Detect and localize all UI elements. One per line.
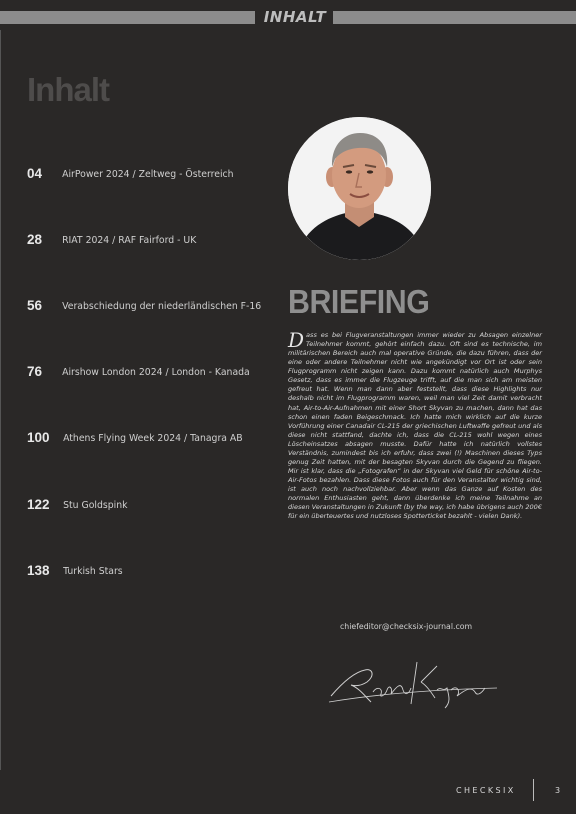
toc-item[interactable] xyxy=(27,560,123,580)
toc-page-number: 122 xyxy=(27,497,50,512)
toc-page-number: 76 xyxy=(27,364,43,379)
toc-item[interactable] xyxy=(27,163,234,183)
page-number: 3 xyxy=(555,786,561,795)
briefing-title: BRIEFING xyxy=(288,283,430,320)
toc-title: Airshow London 2024 / London - Kanada xyxy=(62,367,250,378)
editor-email-link[interactable]: chiefeditor@checksix-journal.com xyxy=(340,622,473,631)
toc-page-number: 138 xyxy=(27,563,50,578)
toc-page-number: 28 xyxy=(27,232,43,247)
toc-item[interactable] xyxy=(27,494,127,514)
toc-page-number: 04 xyxy=(27,166,43,181)
portrait-illustration xyxy=(288,117,431,260)
toc-item[interactable] xyxy=(27,361,250,381)
toc-page-number: 56 xyxy=(27,298,43,313)
toc-title: Athens Flying Week 2024 / Tanagra AB xyxy=(63,433,243,444)
toc-title: RIAT 2024 / RAF Fairford - UK xyxy=(62,235,197,246)
toc-page-number: 100 xyxy=(27,430,50,445)
toc-title: Stu Goldspink xyxy=(63,500,128,511)
header-title: INHALT xyxy=(263,8,327,26)
footer-divider xyxy=(533,779,534,801)
editor-signature xyxy=(325,652,500,712)
header-band xyxy=(0,8,576,26)
signature-text: Robert Kysela xyxy=(325,710,333,711)
editorial-body: ass es bei Flugveranstaltungen immer wieder zu Absagen einzelner Teilnehmer kommt, gehört einfach dazu. Oft sind es technische, im militärischen Bereich auch mal operative Gründe, die dazu führen, dass der eine oder andere Teilnehmer nicht wie angekündigt vor Ort ist oder sein Flugprogramm nicht zeigen kann. Dazu kommt natürlich auch Murphys Gesetz, dass es immer die Flugzeuge trifft, auf die man sich am meisten gefreut hat. Wenn man dann aber feststellt, dass diese Highlights nur deshalb nicht im Flugprogramm waren, weil man viel Zeit damit verbracht hat, Air-to-Air-Aufnahmen mit einer Short Skyvan zu machen, dann hat das schon einen faden Beigeschmack. Ich hatte mich wirklich auf die kurze Vorführung einer Canadair CL-215 der griechischen Luftwaffe gefreut und als diese nicht stattfand, dachte ich, dass die CL-215 wohl wegen eines Löscheinsatzes absagen musste. Dafür hatte ich natürlich vollstes Verständnis, zumindest bis ich erfuhr, dass zwei (!) Maschinen dieses Typs genug Zeit hatten, mit der besagten Skyvan durch die Gegend zu fliegen. Mir ist klar, dass die „Fotografen“ in der Skyvan viel Geld für schöne Air-to-Air-Fotos bezahlen. Dass diese Fotos auch für den Veranstalter wichtig sind, ist auch noch nachvollziehbar. Aber wenn das Ganze auf Kosten des normalen Enthusiasten geht, dann überdenke ich meine Teilnahme an diesen Veranstaltungen in Zukunft (by the way, ich habe übrigens auch 200€ für ein überteuertes und nutzloses Spotterticket bezahlt - vielen Dank). xyxy=(288,331,542,521)
header-bar-left xyxy=(0,11,255,24)
editor-portrait xyxy=(288,117,431,260)
toc-item[interactable] xyxy=(27,229,196,249)
page-heading: Inhalt xyxy=(27,71,109,108)
toc-item[interactable] xyxy=(27,427,243,447)
signature-graphic xyxy=(325,652,500,712)
toc-item[interactable] xyxy=(27,295,261,315)
toc-title: AirPower 2024 / Zeltweg - Österreich xyxy=(62,169,234,180)
toc-title: Verabschiedung der niederländischen F-16 xyxy=(62,301,262,312)
drop-cap: D xyxy=(288,328,305,352)
toc-title: Turkish Stars xyxy=(63,566,123,577)
header-bar-right xyxy=(333,11,576,24)
editorial-text xyxy=(288,328,542,521)
footer-brand: CHECKSIX xyxy=(456,786,516,795)
left-edge-rule xyxy=(0,30,1,770)
